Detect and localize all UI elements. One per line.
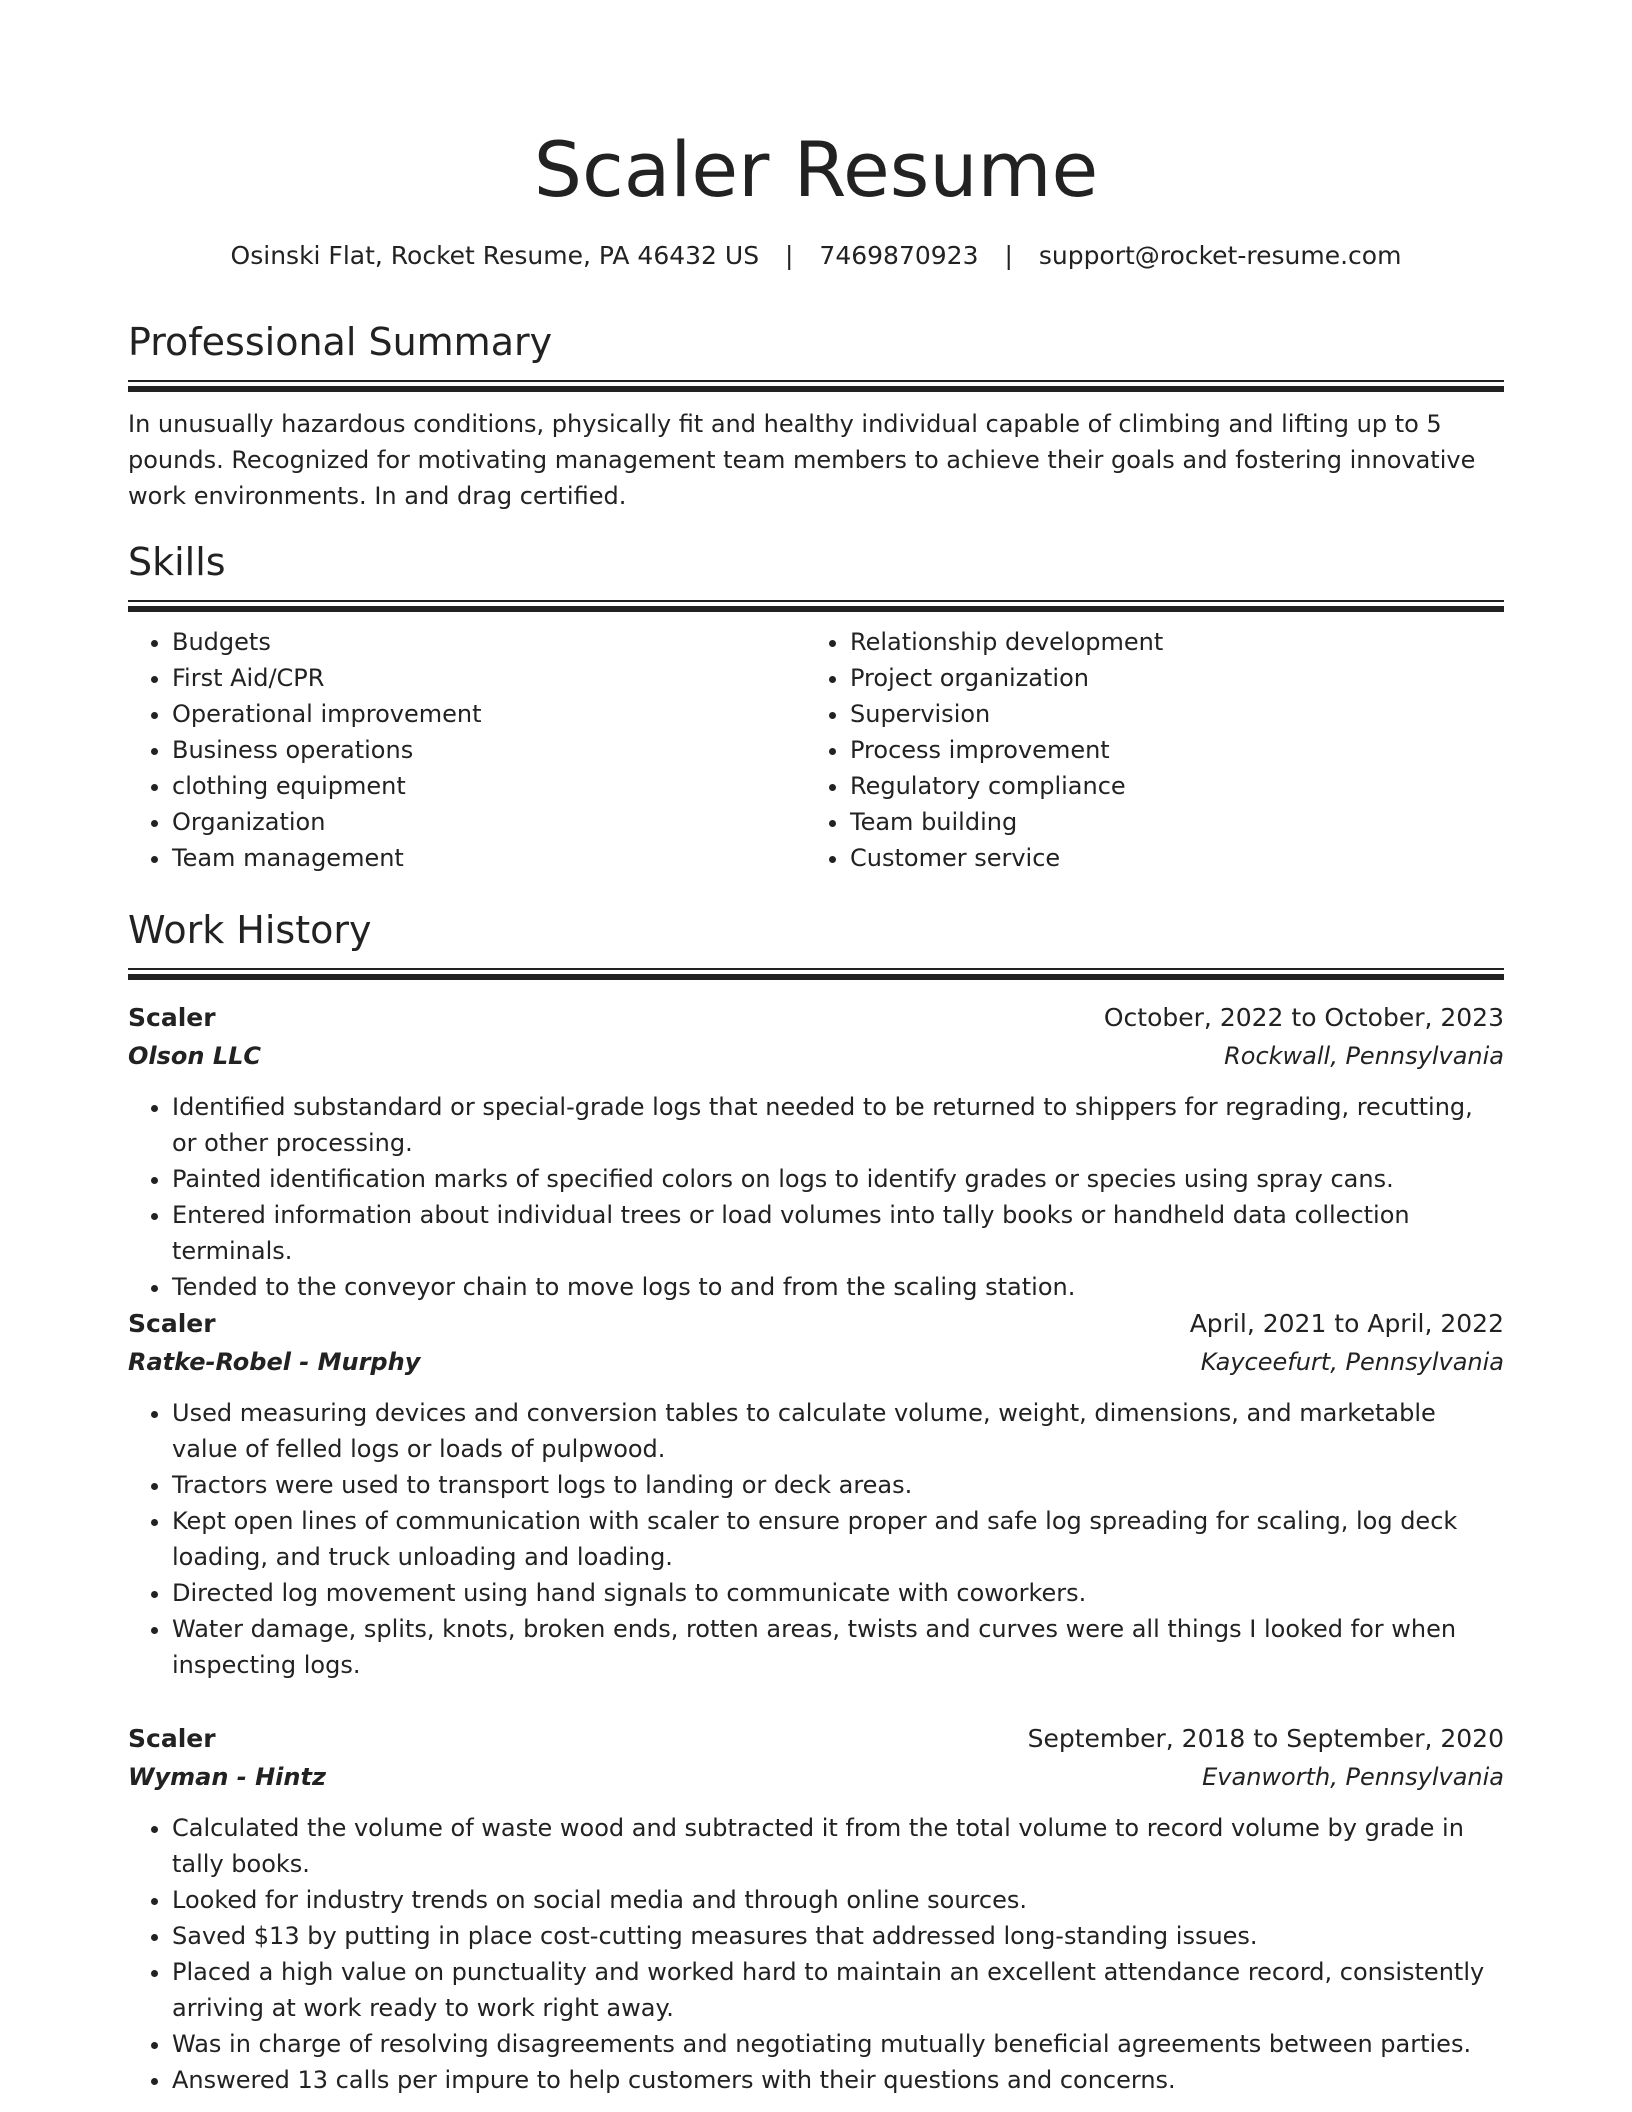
job-bullet: • Saved $13 by putting in place cost-cutting measures that addressed long-standing issues. (172, 1918, 1504, 1954)
job-dates: April, 2021 to April, 2022 (1189, 1309, 1504, 1338)
job-bullet: • Used measuring devices and conversion tables to calculate volume, weight, dimensions, and marketable value of felled logs or loads of pulpwood. (172, 1395, 1504, 1467)
job-location: Evanworth, Pennsylvania (1202, 1763, 1504, 1791)
job-company-row (128, 1343, 1504, 1381)
job-entry (128, 1305, 1504, 1683)
section-divider (128, 380, 1504, 382)
job-dates: October, 2022 to October, 2023 (1103, 1003, 1504, 1032)
job-company: Ratke-Robel - Murphy (128, 1348, 421, 1376)
skills-list-right (806, 624, 1484, 876)
job-bullets (128, 1089, 1504, 1305)
job-bullet: • Tended to the conveyor chain to move logs to and from the scaling station. (172, 1269, 1504, 1305)
contact-address: Osinski Flat, Rocket Resume, PA 46432 US (230, 241, 760, 270)
section-title-summary: Professional Summary (128, 320, 553, 364)
contact-line (128, 240, 1504, 272)
job-company-row (128, 1758, 1504, 1796)
job-title: Scaler (128, 1724, 216, 1753)
skill-item: • Supervision (850, 696, 1484, 732)
job-company-row (128, 1037, 1504, 1075)
job-entry (128, 999, 1504, 1305)
job-bullet: • Kept open lines of communication with scaler to ensure proper and safe log spreading for scaling, log deck loading, and truck unloading and loading. (172, 1503, 1504, 1575)
skill-item: • Operational improvement (172, 696, 806, 732)
job-company: Olson LLC (128, 1042, 262, 1070)
skill-item: • Budgets (172, 624, 806, 660)
job-bullet: • Calculated the volume of waste wood and subtracted it from the total volume to record volume by grade in tally books. (172, 1810, 1504, 1882)
resume-page (128, 0, 1504, 2094)
job-bullet: • Was in charge of resolving disagreements and negotiating mutually beneficial agreements between parties. (172, 2026, 1504, 2062)
skill-item: • Regulatory compliance (850, 768, 1484, 804)
skills-list-left (128, 624, 806, 876)
section-title-work-history: Work History (128, 908, 372, 952)
job-header-row (128, 999, 1504, 1037)
job-bullet: • Entered information about individual trees or load volumes into tally books or handheld data collection terminals. (172, 1197, 1504, 1269)
job-header-row (128, 1720, 1504, 1758)
job-bullet: • Tractors were used to transport logs to landing or deck areas. (172, 1467, 1504, 1503)
contact-phone: 7469870923 (819, 241, 979, 270)
section-divider (128, 600, 1504, 602)
resume-name: Scaler Resume (533, 125, 1099, 214)
section-work-history (128, 906, 1504, 970)
job-bullets (128, 1810, 1504, 2098)
skill-item: • Process improvement (850, 732, 1484, 768)
skill-item: • Team building (850, 804, 1484, 840)
skill-item: • Project organization (850, 660, 1484, 696)
section-summary (128, 318, 1504, 514)
skill-item: • Team management (172, 840, 806, 876)
skill-item: • Relationship development (850, 624, 1484, 660)
skills-columns (128, 624, 1504, 876)
section-title-skills: Skills (128, 540, 226, 584)
job-bullets (128, 1395, 1504, 1683)
job-bullet: • Answered 13 calls per impure to help customers with their questions and concerns. (172, 2062, 1504, 2098)
section-skills (128, 538, 1504, 876)
skill-item: • Customer service (850, 840, 1484, 876)
job-dates: September, 2018 to September, 2020 (1027, 1724, 1504, 1753)
skill-item: • Business operations (172, 732, 806, 768)
job-company: Wyman - Hintz (128, 1763, 326, 1791)
job-bullet: • Identified substandard or special-grade logs that needed to be returned to shippers for regrading, recutting, or other processing. (172, 1089, 1504, 1161)
skill-item: • Organization (172, 804, 806, 840)
contact-email: support@rocket-resume.com (1038, 241, 1402, 270)
job-bullet: • Looked for industry trends on social media and through online sources. (172, 1882, 1504, 1918)
job-bullet: • Water damage, splits, knots, broken ends, rotten areas, twists and curves were all things I looked for when inspecting logs. (172, 1611, 1504, 1683)
job-bullet: • Painted identification marks of specified colors on logs to identify grades or species using spray cans. (172, 1161, 1504, 1197)
summary-text: In unusually hazardous conditions, physically fit and healthy individual capable of climbing and lifting up to 5 pounds. Recognized for motivating management team members to achieve their goals and fostering innovative work environments. In and drag certified. (128, 410, 1476, 510)
section-divider (128, 968, 1504, 970)
job-location: Rockwall, Pennsylvania (1224, 1042, 1504, 1070)
job-header-row (128, 1305, 1504, 1343)
job-location: Kayceefurt, Pennsylvania (1200, 1348, 1504, 1376)
job-entry (128, 1720, 1504, 2098)
job-bullet: • Placed a high value on punctuality and worked hard to maintain an excellent attendance record, consistently arriving at work ready to work right away. (172, 1954, 1504, 2026)
job-title: Scaler (128, 1309, 216, 1338)
skill-item: • clothing equipment (172, 768, 806, 804)
skill-item: • First Aid/CPR (172, 660, 806, 696)
job-bullet: • Directed log movement using hand signals to communicate with coworkers. (172, 1575, 1504, 1611)
contact-separator: | (1004, 241, 1013, 270)
job-title: Scaler (128, 1003, 216, 1032)
contact-separator: | (785, 241, 794, 270)
